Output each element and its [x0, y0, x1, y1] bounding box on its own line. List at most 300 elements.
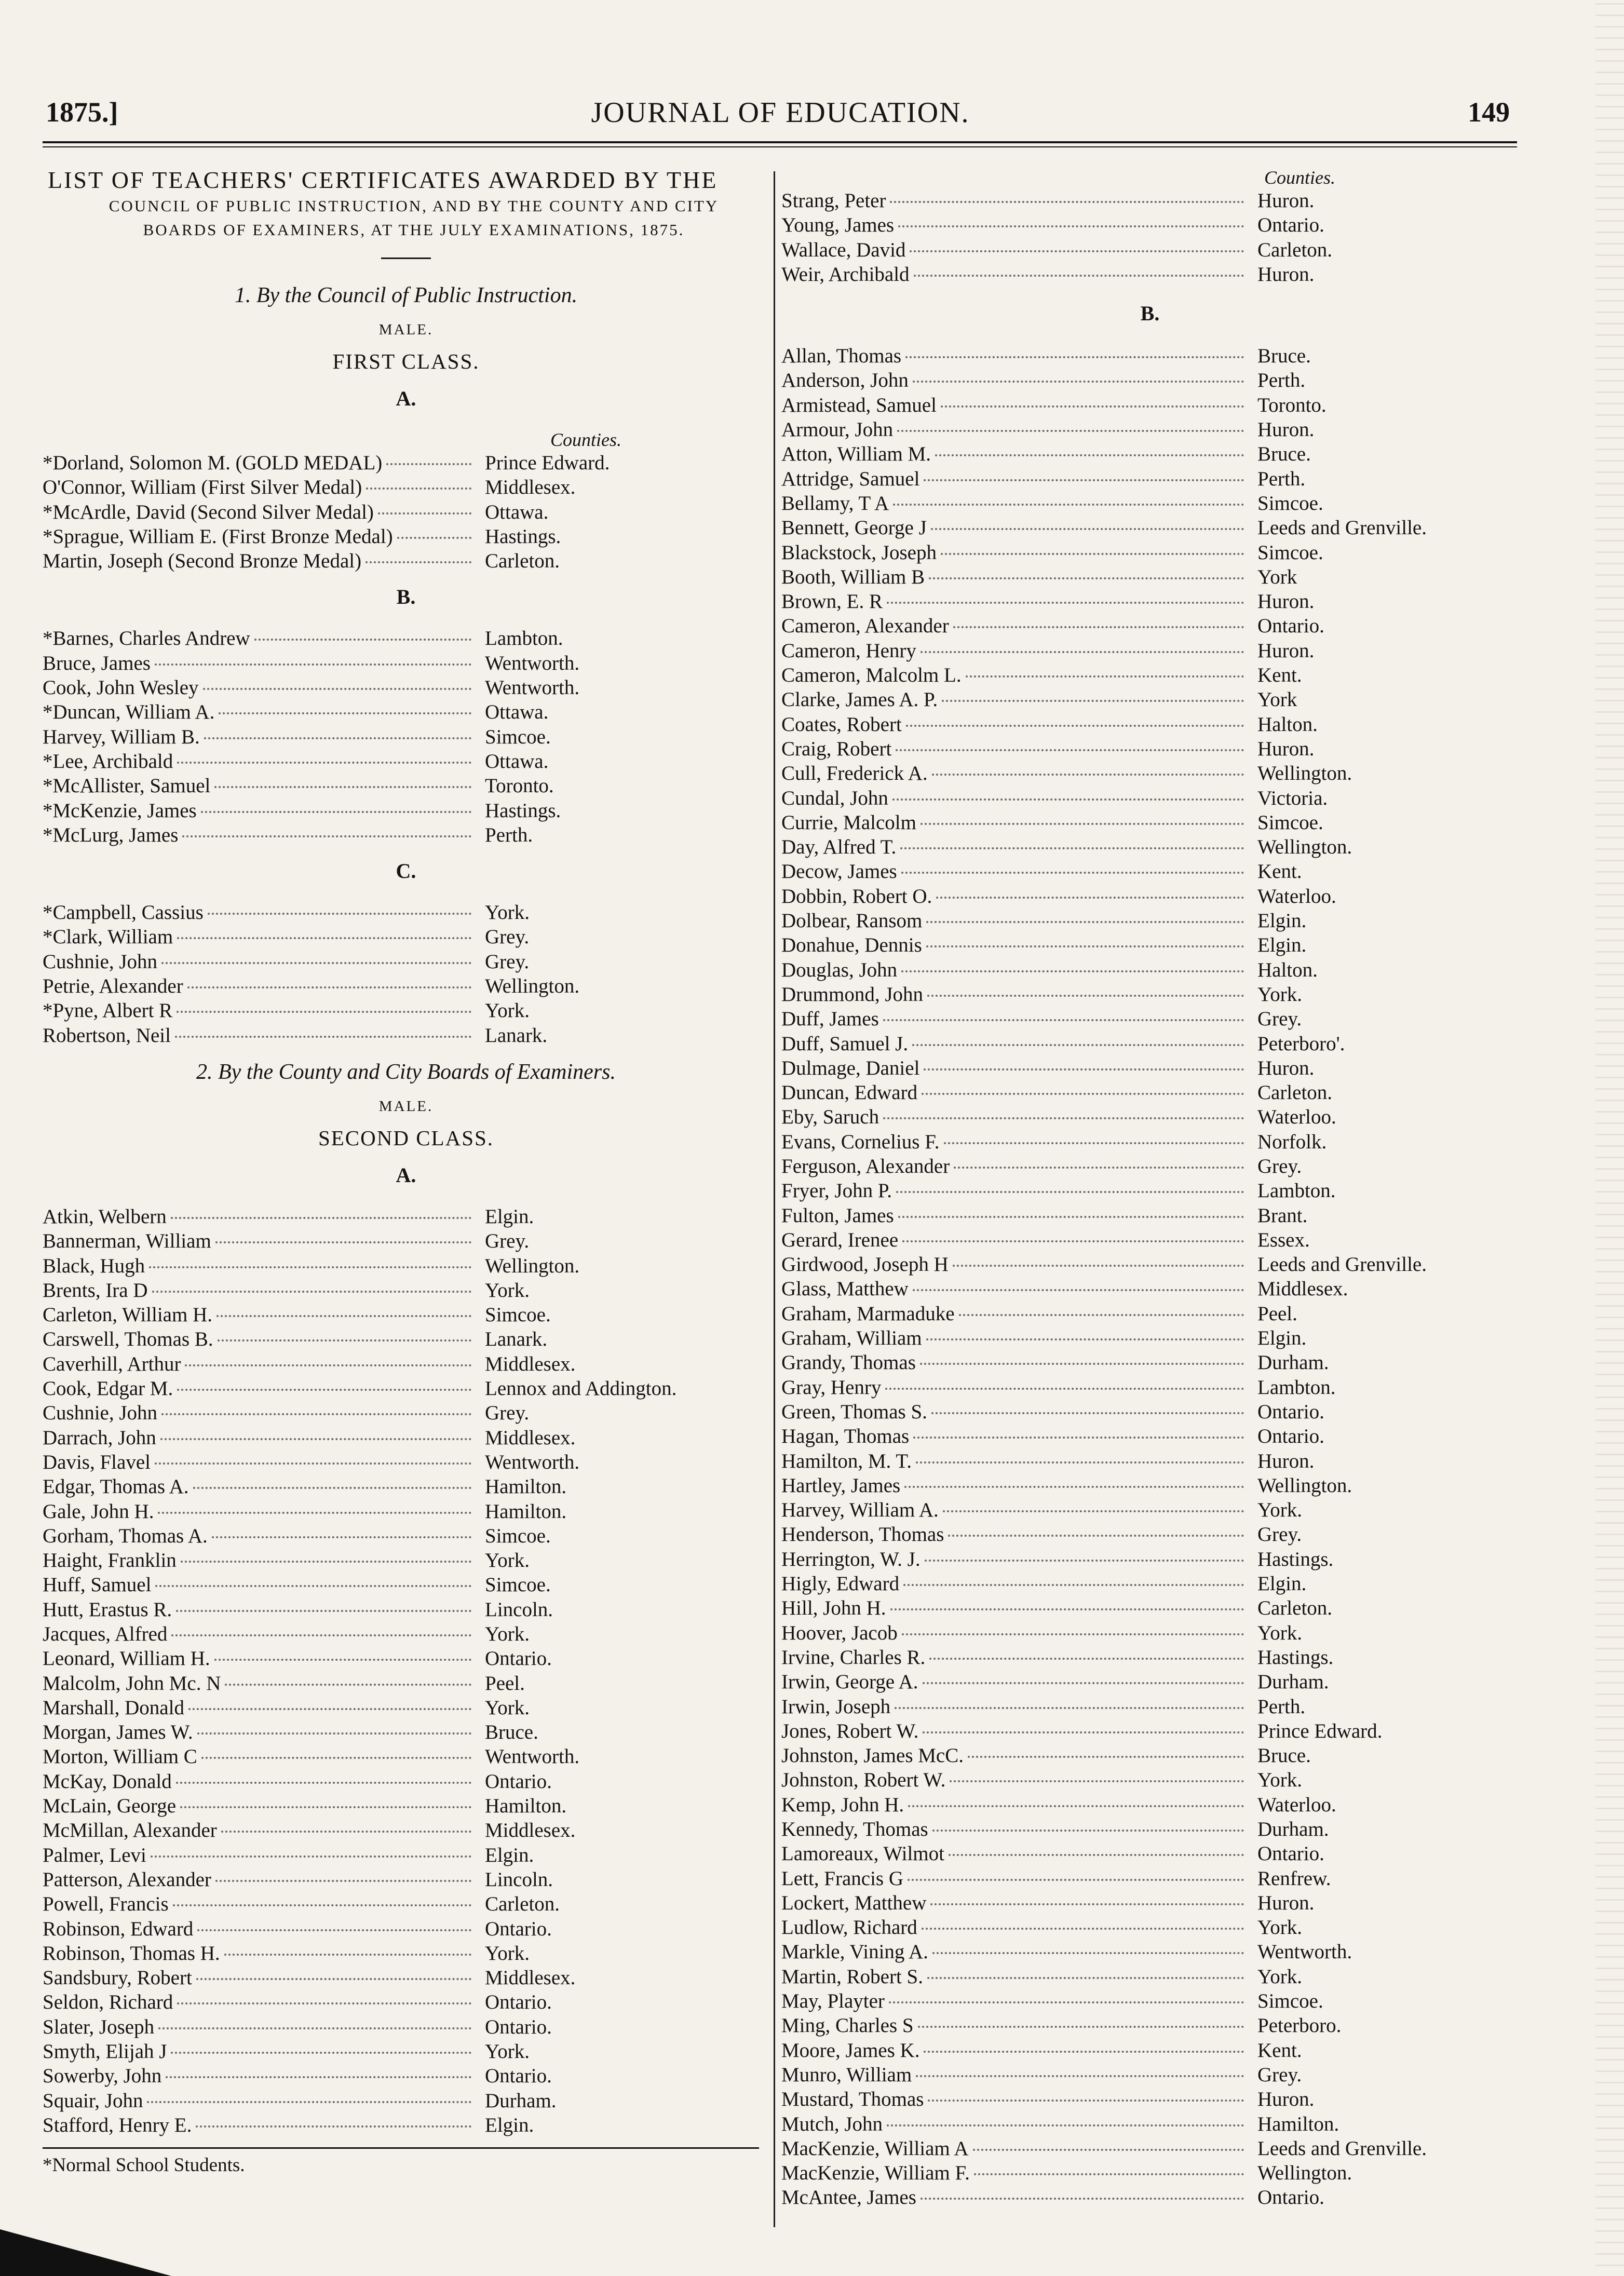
county-name: Prince Edward.: [1257, 1719, 1383, 1742]
dot-leader: [925, 1560, 1244, 1562]
county-name: Bruce.: [1257, 443, 1311, 466]
list-item: [43, 1573, 769, 1597]
teacher-name: Hutt, Erastus R.: [43, 1598, 172, 1621]
teacher-name-cell: [43, 799, 479, 822]
dot-leader: [932, 1830, 1244, 1832]
teacher-name: Dolbear, Ransom: [781, 910, 923, 932]
list-item: [43, 950, 769, 974]
county-name: Lennox and Addington.: [485, 1377, 677, 1400]
teacher-name-cell: [43, 1451, 479, 1474]
county-name: York.: [1257, 1916, 1302, 1939]
teacher-name-cell: [43, 2114, 479, 2137]
teacher-name-cell: [781, 713, 1251, 736]
dot-leader: [193, 1487, 471, 1489]
dot-leader: [158, 2027, 471, 2029]
list-subtitle-2: BOARDS OF EXAMINERS, AT THE JULY EXAMINATIONS, 1875.: [143, 221, 685, 239]
teacher-name-cell: [43, 1377, 479, 1400]
dot-leader: [921, 651, 1244, 653]
county-name: Hamilton.: [1257, 2112, 1339, 2135]
teacher-name-cell: [43, 1892, 479, 1916]
teacher-name-cell: [781, 1867, 1251, 1890]
teacher-name-cell: [781, 1326, 1251, 1350]
teacher-name-cell: [781, 1916, 1251, 1939]
list-item: [781, 1376, 1519, 1400]
dot-leader: [155, 1585, 471, 1587]
county-name: Simcoe.: [1257, 492, 1323, 514]
dot-leader: [158, 1512, 471, 1514]
teacher-name: MacKenzie, William A: [781, 2137, 969, 2160]
list-item: [43, 2040, 769, 2064]
county-name: Lambton.: [1257, 1180, 1336, 1202]
dot-leader: [155, 1462, 471, 1465]
teacher-name: Cameron, Malcolm L.: [781, 664, 962, 687]
dot-leader: [930, 1903, 1244, 1905]
teacher-name: Cundal, John: [781, 787, 888, 809]
teacher-name: Eby, Saruch: [781, 1106, 879, 1129]
teacher-name-cell: [43, 1279, 479, 1302]
list-item: [781, 1400, 1519, 1425]
county-name: Simcoe.: [485, 1524, 551, 1547]
right-counties-label: Counties.: [1264, 167, 1336, 188]
county-name: Huron.: [1257, 1056, 1315, 1079]
list-item: [781, 516, 1519, 540]
county-name: Victoria.: [1257, 787, 1328, 809]
dot-leader: [254, 639, 471, 641]
county-name: Huron.: [1257, 590, 1315, 613]
teacher-name: Atton, William M.: [781, 443, 931, 466]
list-item: [781, 1793, 1519, 1818]
county-name: York: [1257, 688, 1297, 711]
county-name: Ontario.: [485, 1647, 552, 1670]
dot-leader: [177, 2002, 471, 2004]
teacher-name: Haight, Franklin: [43, 1549, 177, 1572]
teacher-name-cell: [43, 974, 479, 998]
header-journal-title: JOURNAL OF EDUCATION.: [591, 97, 970, 129]
teacher-name-cell: [43, 1327, 479, 1351]
group-b-letter: B.: [1140, 302, 1160, 326]
list-item: [781, 1891, 1519, 1916]
county-name: Durham.: [1257, 1818, 1329, 1840]
list-item: [43, 823, 769, 848]
dot-leader: [171, 1634, 471, 1636]
teacher-name: Hamilton, M. T.: [781, 1449, 912, 1472]
list-item: [781, 1105, 1519, 1130]
teacher-name: Jones, Robert W.: [781, 1719, 919, 1742]
list-item: [781, 1621, 1519, 1646]
list-item: [781, 737, 1519, 762]
teacher-name: *McArdle, David (Second Silver Medal): [43, 500, 374, 523]
teacher-name: Morton, William C: [43, 1745, 197, 1768]
teacher-name: Fryer, John P.: [781, 1180, 892, 1202]
teacher-name: Allan, Thomas: [781, 345, 902, 368]
list-item: [43, 1205, 769, 1229]
teacher-name-cell: [43, 2040, 479, 2063]
teacher-name-cell: [781, 2112, 1251, 2136]
teacher-name-cell: [43, 1966, 479, 1989]
county-name: Perth.: [485, 823, 533, 846]
county-name: Simcoe.: [485, 1304, 551, 1326]
list-item: [43, 1598, 769, 1622]
footnote: *Normal School Students.: [43, 2147, 759, 2176]
teacher-name: Cameron, Henry: [781, 639, 916, 662]
teacher-name-cell: [781, 1793, 1251, 1817]
teacher-name-cell: [43, 1622, 479, 1646]
list-item: [781, 263, 1519, 287]
teacher-name-cell: [781, 1253, 1251, 1276]
dot-leader: [185, 1364, 471, 1366]
county-name: Hastings.: [485, 525, 561, 548]
list-item: [43, 1917, 769, 1942]
teacher-name-cell: [781, 2088, 1251, 2111]
list-item: [781, 762, 1519, 786]
right-column: [781, 166, 1519, 2211]
teacher-name-cell: [781, 2137, 1251, 2160]
county-name: Carleton.: [1257, 1597, 1333, 1620]
teacher-name-cell: [781, 1302, 1251, 1325]
teacher-name: Green, Thomas S.: [781, 1400, 927, 1423]
teacher-name-cell: [43, 1745, 479, 1768]
teacher-name-cell: [781, 639, 1251, 662]
teacher-name: Harvey, William A.: [781, 1499, 939, 1522]
dot-leader: [924, 479, 1244, 481]
teacher-name-cell: [781, 1425, 1251, 1448]
teacher-name-cell: [781, 688, 1251, 711]
dot-leader: [900, 847, 1244, 849]
list-item: [43, 500, 769, 525]
teacher-name: Ferguson, Alexander: [781, 1155, 950, 1177]
county-name: Perth.: [1257, 369, 1306, 392]
list-item: [781, 369, 1519, 393]
dot-leader: [896, 1191, 1244, 1193]
teacher-name: Sowerby, John: [43, 2065, 162, 2088]
counties-column-label: Counties.: [550, 429, 622, 450]
teacher-name-cell: [43, 725, 479, 749]
teacher-name-cell: [781, 614, 1251, 638]
teacher-name: Coates, Robert: [781, 713, 902, 736]
dot-leader: [924, 1068, 1244, 1071]
group-b-list: [781, 344, 1519, 2211]
teacher-name: Hartley, James: [781, 1474, 901, 1497]
teacher-name: Brown, E. R: [781, 590, 883, 613]
teacher-name: Day, Alfred T.: [781, 836, 897, 859]
dot-leader: [883, 1019, 1244, 1021]
county-name: Waterloo.: [1257, 885, 1336, 907]
county-name: Wellington.: [1257, 762, 1352, 785]
teacher-name-cell: [781, 737, 1251, 761]
county-name: Wellington.: [485, 975, 580, 998]
teacher-name-cell: [781, 1449, 1251, 1473]
dot-leader: [905, 356, 1244, 358]
list-item: [781, 394, 1519, 418]
teacher-name: Lett, Francis G: [781, 1867, 904, 1890]
list-item: [43, 1844, 769, 1868]
county-name: Grey.: [1257, 1523, 1302, 1546]
list-item: [781, 1989, 1519, 2014]
county-name: Grey.: [1257, 1155, 1302, 1177]
teacher-name-cell: [781, 1179, 1251, 1202]
list-item: [781, 639, 1519, 663]
header-year: 1875.]: [46, 97, 118, 128]
teacher-name-cell: [43, 1844, 479, 1867]
teacher-name-cell: [781, 418, 1251, 441]
teacher-name-cell: [781, 958, 1251, 982]
list-item: [43, 476, 769, 500]
list-item: [781, 835, 1519, 860]
teacher-name: Bellamy, T A: [781, 492, 889, 514]
list-item: [43, 676, 769, 700]
county-name: Norfolk.: [1257, 1130, 1327, 1153]
teacher-name: Craig, Robert: [781, 737, 892, 760]
teacher-name: Bennett, George J: [781, 517, 927, 539]
list-item: [781, 1179, 1519, 1203]
teacher-name: Leonard, William H.: [43, 1647, 210, 1670]
dot-leader: [921, 2198, 1244, 2200]
teacher-name-cell: [43, 1426, 479, 1449]
list-item: [781, 1572, 1519, 1596]
list-item: [781, 1548, 1519, 1572]
list-item: [781, 1842, 1519, 1866]
list-item: [781, 1474, 1519, 1498]
dot-leader: [182, 835, 471, 837]
dot-leader: [922, 1928, 1244, 1930]
dot-leader: [212, 1536, 471, 1538]
county-name: Huron.: [1257, 639, 1315, 662]
teacher-name-cell: [781, 1351, 1251, 1374]
dot-leader: [196, 2125, 471, 2128]
dot-leader: [903, 1584, 1244, 1586]
county-name: Huron.: [1257, 263, 1315, 286]
county-name: York.: [485, 999, 530, 1022]
dot-leader: [378, 512, 471, 514]
dot-leader: [931, 1412, 1244, 1414]
teacher-name-cell: [781, 189, 1251, 212]
list-item: [43, 1426, 769, 1451]
county-name: Carleton.: [1257, 238, 1333, 261]
list-item: [781, 787, 1519, 811]
teacher-name: Graham, William: [781, 1327, 922, 1350]
dot-leader: [203, 688, 471, 690]
teacher-name: Duff, Samuel J.: [781, 1032, 909, 1055]
dot-leader: [901, 872, 1244, 874]
teacher-name: Patterson, Alexander: [43, 1868, 211, 1891]
section2-group-a-list: [43, 1205, 769, 2138]
teacher-name: Johnston, James McC.: [781, 1744, 964, 1767]
teacher-name-cell: [43, 1205, 479, 1228]
dot-leader: [225, 1684, 471, 1686]
teacher-name: Clarke, James A. P.: [781, 688, 938, 711]
list-item: [781, 1081, 1519, 1105]
list-item: [43, 901, 769, 925]
dot-leader: [155, 663, 471, 666]
county-name: Durham.: [1257, 1671, 1329, 1694]
dot-leader: [929, 1658, 1244, 1660]
teacher-name: Edgar, Thomas A.: [43, 1475, 189, 1498]
dot-leader: [931, 528, 1244, 530]
teacher-name-cell: [781, 1228, 1251, 1252]
county-name: Peterboro.: [1257, 2014, 1342, 2037]
dot-leader: [948, 1535, 1244, 1537]
teacher-name: Huff, Samuel: [43, 1574, 152, 1596]
list-item: [781, 2161, 1519, 2186]
list-item: [43, 2064, 769, 2089]
county-name: Renfrew.: [1257, 1867, 1331, 1890]
list-item: [781, 2137, 1519, 2161]
county-name: York.: [1257, 1769, 1302, 1792]
teacher-name: Graham, Marmaduke: [781, 1302, 955, 1325]
list-item: [43, 1647, 769, 1671]
teacher-name-cell: [781, 213, 1251, 237]
dot-leader: [214, 1659, 471, 1661]
list-item: [781, 1695, 1519, 1719]
county-name: Huron.: [1257, 1449, 1315, 1472]
county-name: Simcoe.: [1257, 811, 1323, 834]
teacher-name: Grandy, Thomas: [781, 1351, 916, 1374]
list-item: [781, 885, 1519, 909]
list-item: [781, 1646, 1519, 1670]
list-item: [781, 418, 1519, 442]
teacher-name-cell: [43, 627, 479, 650]
teacher-name: *Duncan, William A.: [43, 701, 215, 724]
dot-leader: [943, 1510, 1244, 1512]
list-item: [781, 344, 1519, 369]
teacher-name: Weir, Archibald: [781, 263, 910, 286]
county-name: Elgin.: [1257, 1573, 1307, 1595]
county-name: Peterboro'.: [1257, 1032, 1345, 1055]
county-name: Ontario.: [1257, 1843, 1324, 1865]
county-name: Prince Edward.: [485, 452, 610, 474]
county-name: Carleton.: [485, 550, 560, 573]
teacher-name: Girdwood, Joseph H: [781, 1253, 949, 1276]
county-name: Ontario.: [1257, 214, 1324, 237]
teacher-name: McKay, Donald: [43, 1770, 172, 1793]
column-divider: [774, 171, 775, 2227]
county-name: York.: [1257, 1621, 1302, 1644]
dot-leader: [181, 1561, 471, 1563]
teacher-name: Herrington, W. J.: [781, 1548, 921, 1570]
teacher-name-cell: [43, 1229, 479, 1253]
county-name: Ontario.: [1257, 2186, 1324, 2209]
dot-leader: [902, 1633, 1244, 1635]
county-name: Wentworth.: [485, 676, 580, 699]
list-item: [781, 909, 1519, 933]
county-name: Lincoln.: [485, 1598, 553, 1621]
dot-leader: [177, 1389, 471, 1391]
header-rule-thick: [43, 141, 1517, 143]
county-name: Simcoe.: [1257, 541, 1323, 564]
county-name: Wellington.: [1257, 1474, 1352, 1497]
teacher-name-cell: [781, 1032, 1251, 1055]
county-name: Wentworth.: [485, 652, 580, 674]
teacher-name-cell: [781, 2063, 1251, 2087]
teacher-name: May, Playter: [781, 1990, 885, 2013]
list-item: [43, 1868, 769, 1892]
title-divider: [381, 258, 431, 259]
teacher-name-cell: [781, 1105, 1251, 1129]
section1-male-label: MALE.: [378, 321, 434, 338]
teacher-name: Kennedy, Thomas: [781, 1818, 928, 1840]
list-item: [43, 1279, 769, 1303]
county-name: Perth.: [1257, 467, 1306, 490]
teacher-name: Marshall, Donald: [43, 1696, 184, 1719]
teacher-name: Bruce, James: [43, 652, 151, 674]
teacher-name: Atkin, Welbern: [43, 1205, 167, 1228]
list-item: [781, 1155, 1519, 1179]
group-letter: B.: [396, 585, 416, 609]
teacher-name: MacKenzie, William F.: [781, 2162, 970, 2185]
list-item: [781, 983, 1519, 1007]
county-name: Durham.: [485, 2089, 557, 2112]
county-name: Middlesex.: [485, 1426, 576, 1449]
dot-leader: [926, 921, 1244, 923]
list-item: [781, 713, 1519, 737]
teacher-name-cell: [781, 2039, 1251, 2062]
dot-leader: [149, 1266, 471, 1268]
dot-leader: [221, 1831, 471, 1833]
dot-leader: [906, 725, 1244, 727]
teacher-name-cell: [43, 1868, 479, 1891]
teacher-name: Sandsbury, Robert: [43, 1967, 192, 1989]
list-item: [781, 492, 1519, 516]
list-subtitle-1: COUNCIL OF PUBLIC INSTRUCTION, AND BY THE COUNTY AND CITY: [109, 197, 719, 215]
teacher-name-cell: [43, 1819, 479, 1842]
list-item: [781, 2014, 1519, 2038]
county-name: Huron.: [1257, 2088, 1315, 2111]
teacher-name: Petrie, Alexander: [43, 975, 183, 998]
teacher-name: *McKenzie, James: [43, 799, 197, 822]
header-rule-thin: [43, 146, 1517, 147]
county-name: York: [1257, 565, 1297, 588]
list-title: LIST OF TEACHERS' CERTIFICATES AWARDED BY THE: [48, 167, 718, 193]
teacher-name-cell: [43, 1942, 479, 1965]
county-name: Huron.: [1257, 1891, 1315, 1914]
list-item: [43, 750, 769, 774]
list-item: [43, 627, 769, 651]
list-item: [781, 1498, 1519, 1523]
list-item: [781, 1768, 1519, 1793]
list-item: [781, 1007, 1519, 1032]
dot-leader: [215, 1241, 471, 1243]
teacher-name: Brents, Ira D: [43, 1279, 148, 1302]
dot-leader: [904, 1486, 1244, 1488]
list-item: [43, 2089, 769, 2114]
list-item: [781, 1032, 1519, 1056]
dot-leader: [171, 1217, 471, 1219]
teacher-name: Mustard, Thomas: [781, 2088, 924, 2111]
county-name: Ontario.: [485, 2065, 552, 2088]
list-item: [781, 2039, 1519, 2063]
county-name: Lincoln.: [485, 1868, 553, 1891]
teacher-name-cell: [43, 774, 479, 797]
county-name: Hastings.: [1257, 1646, 1334, 1669]
teacher-name-cell: [781, 909, 1251, 932]
county-name: Ontario.: [485, 2015, 552, 2038]
list-item: [781, 467, 1519, 492]
teacher-name: Kemp, John H.: [781, 1793, 904, 1816]
dot-leader: [974, 2173, 1244, 2175]
teacher-name: Davis, Flavel: [43, 1451, 151, 1473]
county-name: Huron.: [1257, 737, 1315, 760]
teacher-name-cell: [43, 1401, 479, 1425]
list-item: [781, 1228, 1519, 1253]
teacher-name-cell: [781, 263, 1251, 286]
list-item: [43, 1745, 769, 1769]
list-item: [781, 1326, 1519, 1351]
county-name: Ottawa.: [485, 500, 549, 523]
dot-leader: [913, 381, 1244, 383]
teacher-name: Malcolm, John Mc. N: [43, 1672, 221, 1695]
teacher-name: *Clark, William: [43, 926, 173, 949]
list-item: [781, 663, 1519, 688]
